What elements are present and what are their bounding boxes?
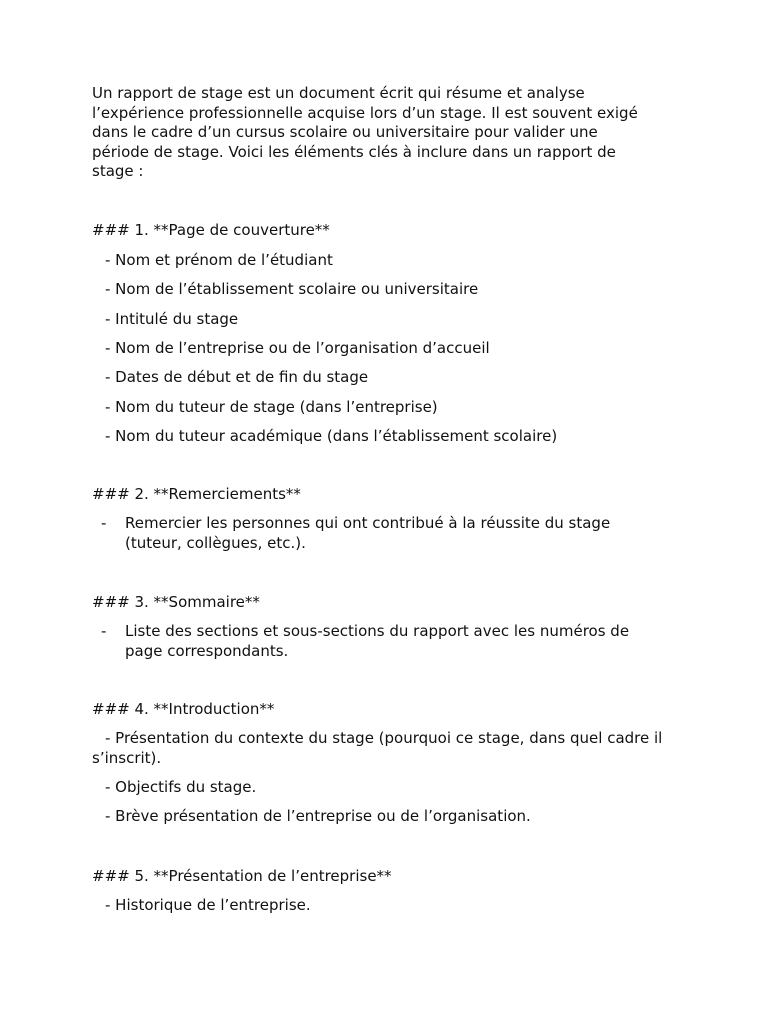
section-heading-5: ### 5. **Présentation de l’entreprise** xyxy=(92,867,392,885)
list-item: - Brève présentation de l’entreprise ou de l’organisation. xyxy=(105,807,531,825)
intro-line: stage : xyxy=(92,162,144,180)
list-item-line: Liste des sections et sous-sections du rapport avec les numéros de xyxy=(125,622,630,640)
list-item-line: page correspondants. xyxy=(125,641,289,660)
list-dash: - xyxy=(101,514,107,532)
list-item-line: Remercier les personnes qui ont contribué à la réussite du stage xyxy=(125,514,611,532)
intro-line: dans le cadre d’un cursus scolaire ou universitaire pour valider une xyxy=(92,123,598,141)
list-item: - Dates de début et de fin du stage xyxy=(105,368,369,386)
section-heading-2: ### 2. **Remerciements** xyxy=(92,485,301,503)
list-item-text xyxy=(125,514,665,553)
list-item: - Nom du tuteur académique (dans l’établissement scolaire) xyxy=(105,427,558,445)
list-item: - Nom de l’entreprise ou de l’organisation d’accueil xyxy=(105,339,490,357)
list-item-line: (tuteur, collègues, etc.). xyxy=(125,533,306,552)
list-item: - Objectifs du stage. xyxy=(105,778,257,796)
intro-line: Un rapport de stage est un document écrit qui résume et analyse xyxy=(92,84,585,102)
list-item: - Présentation du contexte du stage (pourquoi ce stage, dans quel cadre il s’inscrit). xyxy=(92,729,663,767)
intro-paragraph xyxy=(92,84,682,182)
section-heading-1: ### 1. **Page de couverture** xyxy=(92,221,330,239)
intro-line: l’expérience professionnelle acquise lors d’un stage. Il est souvent exigé xyxy=(92,103,638,122)
list-item: - Nom et prénom de l’étudiant xyxy=(105,251,333,269)
section-heading-3: ### 3. **Sommaire** xyxy=(92,593,260,611)
list-item: - Nom du tuteur de stage (dans l’entreprise) xyxy=(105,398,438,416)
list-item: - Intitulé du stage xyxy=(105,310,239,328)
list-item: - Nom de l’établissement scolaire ou universitaire xyxy=(105,280,479,298)
intro-line: période de stage. Voici les éléments clés à inclure dans un rapport de xyxy=(92,142,616,161)
list-item: - Historique de l’entreprise. xyxy=(105,896,311,914)
section-heading-4: ### 4. **Introduction** xyxy=(92,700,275,718)
list-dash: - xyxy=(101,622,107,640)
list-item-text xyxy=(125,622,665,661)
